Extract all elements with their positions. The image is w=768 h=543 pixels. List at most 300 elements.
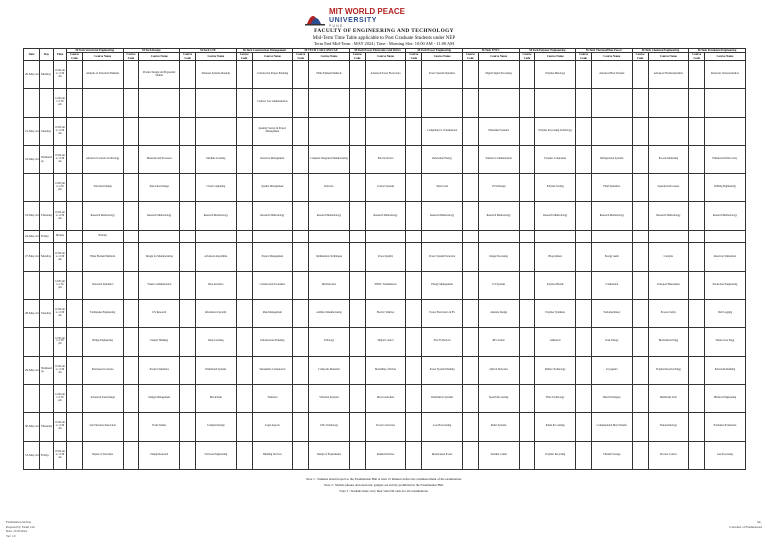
col-course-name: Course Name bbox=[252, 53, 293, 61]
course-code-cell bbox=[462, 300, 478, 328]
col-course-name: Course Name bbox=[195, 53, 236, 61]
course-code-cell bbox=[632, 145, 648, 173]
course-name-cell: Renewable Energy bbox=[422, 145, 463, 173]
course-code-cell bbox=[519, 328, 535, 356]
course-code-cell bbox=[576, 89, 592, 117]
row-date: 27-May-24 bbox=[24, 243, 40, 271]
table-row bbox=[24, 243, 746, 271]
course-code-cell bbox=[519, 356, 535, 384]
course-name-cell: Construction Economics bbox=[252, 271, 293, 299]
col-course-name: Course Name bbox=[365, 53, 406, 61]
row-date bbox=[24, 384, 40, 412]
course-name-cell: Tribology bbox=[309, 328, 350, 356]
course-name-cell: Heat Exchangers bbox=[591, 384, 632, 412]
row-time: 10:00 am to 11:30 am bbox=[54, 356, 67, 384]
course-name-cell: Microcontrollers bbox=[365, 384, 406, 412]
course-code-cell bbox=[462, 230, 478, 243]
course-code-cell bbox=[462, 89, 478, 117]
course-name-cell: Industrial Drives bbox=[365, 441, 406, 469]
course-name-cell: Electric Vehicles bbox=[365, 300, 406, 328]
course-code-cell bbox=[293, 174, 309, 202]
course-name-cell: Robotics bbox=[309, 174, 350, 202]
course-name-cell: Separation Processes bbox=[648, 174, 689, 202]
course-code-cell bbox=[632, 328, 648, 356]
course-name-cell: Database Systems Internals bbox=[195, 60, 236, 88]
course-name-cell bbox=[309, 117, 350, 145]
col-course-code: Course Code bbox=[689, 53, 705, 61]
course-code-cell bbox=[519, 117, 535, 145]
course-code-cell bbox=[406, 117, 422, 145]
course-name-cell bbox=[252, 230, 293, 243]
course-name-cell: Information Security bbox=[195, 300, 236, 328]
table-row bbox=[24, 174, 746, 202]
course-name-cell: Polymer Composites bbox=[535, 145, 576, 173]
course-code-cell bbox=[406, 328, 422, 356]
course-name-cell: Research Methodology bbox=[139, 202, 180, 230]
table-row bbox=[24, 271, 746, 299]
course-name-cell: Materials and Processes bbox=[139, 145, 180, 173]
course-code-cell bbox=[67, 300, 83, 328]
course-code-cell bbox=[123, 271, 139, 299]
course-name-cell: Adhesives bbox=[535, 328, 576, 356]
course-code-cell bbox=[462, 441, 478, 469]
course-code-cell bbox=[632, 271, 648, 299]
course-name-cell: Antenna Design bbox=[478, 300, 519, 328]
course-code-cell bbox=[67, 271, 83, 299]
course-code-cell bbox=[519, 60, 535, 88]
course-name-cell: Fibre Technology bbox=[535, 384, 576, 412]
col-course-code: Course Code bbox=[67, 53, 83, 61]
course-name-cell: Solar Energy bbox=[591, 328, 632, 356]
table-row bbox=[24, 384, 746, 412]
course-name-cell: Process Control bbox=[648, 441, 689, 469]
course-code-cell bbox=[519, 300, 535, 328]
table-row bbox=[24, 230, 746, 243]
course-code-cell bbox=[406, 413, 422, 441]
course-name-cell: Finite Element Methods bbox=[82, 243, 123, 271]
course-code-cell bbox=[180, 174, 196, 202]
course-code-cell bbox=[462, 145, 478, 173]
course-name-cell bbox=[591, 117, 632, 145]
course-code-cell bbox=[67, 60, 83, 88]
course-name-cell: Enhanced Oil Recovery bbox=[705, 145, 746, 173]
course-code-cell bbox=[123, 174, 139, 202]
course-name-cell: Polymer Blends bbox=[535, 271, 576, 299]
course-code-cell bbox=[236, 328, 252, 356]
course-name-cell: Additive Manufacturing bbox=[309, 300, 350, 328]
university-logo bbox=[0, 4, 768, 28]
course-code-cell bbox=[123, 300, 139, 328]
course-code-cell bbox=[236, 174, 252, 202]
course-code-cell bbox=[180, 413, 196, 441]
course-code-cell bbox=[689, 89, 705, 117]
course-code-cell bbox=[519, 174, 535, 202]
col-time: Time bbox=[54, 49, 67, 61]
course-code-cell bbox=[689, 145, 705, 173]
col-course-name: Course Name bbox=[705, 53, 746, 61]
course-code-cell bbox=[689, 384, 705, 412]
course-code-cell bbox=[349, 300, 365, 328]
table-row bbox=[24, 202, 746, 230]
course-code-cell bbox=[349, 174, 365, 202]
course-name-cell: Building Services bbox=[252, 441, 293, 469]
course-name-cell bbox=[309, 230, 350, 243]
course-name-cell: Research Methodology bbox=[705, 202, 746, 230]
course-name-cell: Reservoir Simulation bbox=[705, 243, 746, 271]
course-name-cell bbox=[139, 117, 180, 145]
row-time: 10:00 am to 11:30 am bbox=[54, 300, 67, 328]
course-name-cell: Holiday bbox=[82, 230, 123, 243]
course-name-cell: Polymer Processing Technology bbox=[535, 117, 576, 145]
note-1: Note 1 : Students should report to the Examination Hall at least 15 minutes before the commencement of the examination. bbox=[306, 477, 462, 481]
course-name-cell: Quantity Survey & Project Management bbox=[252, 117, 293, 145]
course-name-cell: Petroleum Refining bbox=[705, 356, 746, 384]
course-code-cell bbox=[576, 230, 592, 243]
row-day: Monday bbox=[40, 243, 54, 271]
course-name-cell: Wireless Communication bbox=[478, 145, 519, 173]
course-name-cell: Computational Heat Transfer bbox=[591, 413, 632, 441]
course-name-cell: Resource Management bbox=[252, 145, 293, 173]
course-name-cell: Thermal Storage bbox=[591, 441, 632, 469]
course-name-cell: Embedded Systems bbox=[478, 117, 519, 145]
course-name-cell bbox=[591, 230, 632, 243]
col-course-name: Course Name bbox=[591, 53, 632, 61]
course-name-cell: Computer Integrated Manufacturing bbox=[309, 145, 350, 173]
dept-header: M.Tech Power Engineering bbox=[406, 49, 463, 53]
col-course-code: Course Code bbox=[576, 53, 592, 61]
row-time: 12:00 pm to 1:30 pm bbox=[54, 328, 67, 356]
course-name-cell: Cloud Computing bbox=[195, 174, 236, 202]
row-date: 24-May-24 bbox=[24, 230, 40, 243]
course-code-cell bbox=[576, 174, 592, 202]
course-name-cell bbox=[195, 89, 236, 117]
course-code-cell bbox=[406, 300, 422, 328]
course-name-cell: Turbomachinery bbox=[591, 300, 632, 328]
course-code-cell bbox=[180, 202, 196, 230]
note-3: Note 3 : Students must carry their valid ID cards for all examinations. bbox=[339, 489, 429, 493]
course-name-cell: Interaction Design bbox=[139, 174, 180, 202]
col-date: Date bbox=[24, 49, 40, 61]
row-date bbox=[24, 271, 40, 299]
table-row bbox=[24, 145, 746, 173]
course-name-cell: Research Methodology bbox=[252, 202, 293, 230]
dept-header: M.Tech Petroleum Engineering bbox=[689, 49, 746, 53]
course-name-cell: Biochemical Engg bbox=[648, 328, 689, 356]
note-2: Note 2 : Mobile phones and electronic gadgets are strictly prohibited in the Examination Hall. bbox=[324, 483, 444, 487]
course-code-cell bbox=[123, 243, 139, 271]
course-name-cell: Restructured Power bbox=[422, 441, 463, 469]
course-name-cell: Polymer Recycling bbox=[535, 441, 576, 469]
course-name-cell: Analysis of Structural Elements bbox=[82, 60, 123, 88]
course-code-cell bbox=[406, 243, 422, 271]
course-name-cell: Polymer Testing bbox=[535, 174, 576, 202]
course-code-cell bbox=[632, 174, 648, 202]
row-date bbox=[24, 89, 40, 117]
course-name-cell bbox=[478, 89, 519, 117]
course-name-cell bbox=[705, 230, 746, 243]
course-name-cell: Polymer Reaction Engg bbox=[648, 356, 689, 384]
course-name-cell: Power System Dynamics bbox=[422, 60, 463, 88]
course-name-cell bbox=[195, 117, 236, 145]
brand-line1: MIT WORLD PEACE bbox=[329, 7, 405, 16]
course-code-cell bbox=[632, 413, 648, 441]
course-name-cell: Software Engineering bbox=[195, 441, 236, 469]
course-name-cell: Speech Processing bbox=[478, 384, 519, 412]
row-time: 10:00 am to 11:30 am bbox=[54, 117, 67, 145]
row-time: 10:00 am to 11:30 am bbox=[54, 243, 67, 271]
course-name-cell bbox=[422, 89, 463, 117]
faculty-title: FACULTY OF ENGINEERING AND TECHNOLOGY bbox=[314, 28, 454, 34]
notes bbox=[0, 476, 768, 494]
course-name-cell: Machine Learning bbox=[195, 145, 236, 173]
row-day: Thursday bbox=[40, 413, 54, 441]
course-code-cell bbox=[236, 117, 252, 145]
dept-header: M.Tech ENTC bbox=[462, 49, 519, 53]
course-code-cell bbox=[180, 300, 196, 328]
course-name-cell: Control Systems bbox=[365, 174, 406, 202]
course-name-cell: Drilling Engineering bbox=[705, 174, 746, 202]
course-code-cell bbox=[632, 60, 648, 88]
course-name-cell bbox=[535, 89, 576, 117]
timetable-subtitle: Term End Mid-Term : MAY 2024 | Time : Morning Slot: 10:00 AM - 11:00 AM bbox=[313, 41, 455, 46]
course-code-cell bbox=[180, 243, 196, 271]
course-name-cell: Research Methodology bbox=[82, 202, 123, 230]
course-code-cell bbox=[519, 145, 535, 173]
course-code-cell bbox=[462, 271, 478, 299]
dept-header: M.TECH CAD/CAM/CAE bbox=[293, 49, 350, 53]
course-name-cell bbox=[309, 89, 350, 117]
course-name-cell: Gas Processing bbox=[705, 441, 746, 469]
course-code-cell bbox=[576, 202, 592, 230]
course-code-cell bbox=[67, 441, 83, 469]
course-code-cell bbox=[632, 243, 648, 271]
row-time: 12:00 pm to 1:30 pm bbox=[54, 174, 67, 202]
logo-emblem-icon bbox=[305, 16, 325, 26]
row-date: 28-May-24 bbox=[24, 300, 40, 328]
course-name-cell: Contract Law Administration bbox=[252, 89, 293, 117]
course-code-cell bbox=[123, 328, 139, 356]
course-code-cell bbox=[406, 89, 422, 117]
row-time: 10:00 am to 11:30 am bbox=[54, 413, 67, 441]
course-name-cell bbox=[139, 230, 180, 243]
course-name-cell: Advanced Steel Design bbox=[82, 384, 123, 412]
course-code-cell bbox=[406, 230, 422, 243]
row-date: 20-May-24 bbox=[24, 60, 40, 88]
course-code-cell bbox=[293, 117, 309, 145]
course-code-cell bbox=[123, 202, 139, 230]
course-code-cell bbox=[349, 328, 365, 356]
row-date: 22-May-24 bbox=[24, 145, 40, 173]
course-name-cell: Bridge Engineering bbox=[82, 328, 123, 356]
course-code-cell bbox=[406, 145, 422, 173]
course-code-cell bbox=[349, 202, 365, 230]
course-name-cell: Satellite Comm bbox=[478, 441, 519, 469]
course-name-cell bbox=[82, 89, 123, 117]
course-name-cell: Polymer Rheology bbox=[535, 60, 576, 88]
course-name-cell bbox=[195, 230, 236, 243]
course-code-cell bbox=[180, 356, 196, 384]
course-code-cell bbox=[519, 89, 535, 117]
col-course-code: Course Code bbox=[462, 53, 478, 61]
course-name-cell: Infrastructure Planning bbox=[252, 328, 293, 356]
exam-timetable bbox=[23, 48, 746, 470]
course-name-cell: Refrigeration Systems bbox=[591, 145, 632, 173]
course-code-cell bbox=[180, 230, 196, 243]
course-name-cell: Power System Planning bbox=[422, 356, 463, 384]
course-name-cell: Formation Evaluation bbox=[705, 413, 746, 441]
course-code-cell bbox=[632, 202, 648, 230]
course-name-cell: Research Methodology bbox=[422, 202, 463, 230]
course-name-cell: Energy Audit bbox=[591, 243, 632, 271]
course-code-cell bbox=[406, 384, 422, 412]
course-code-cell bbox=[519, 202, 535, 230]
course-name-cell: Polymer Synthesis bbox=[535, 300, 576, 328]
course-name-cell bbox=[648, 89, 689, 117]
course-code-cell bbox=[349, 243, 365, 271]
table-row bbox=[24, 441, 746, 469]
course-code-cell bbox=[689, 441, 705, 469]
course-code-cell bbox=[689, 356, 705, 384]
course-code-cell bbox=[576, 60, 592, 88]
course-code-cell bbox=[236, 413, 252, 441]
course-name-cell: HVDC Transmission bbox=[365, 271, 406, 299]
course-code-cell bbox=[406, 174, 422, 202]
course-name-cell: Data Analytics bbox=[195, 271, 236, 299]
course-code-cell bbox=[293, 384, 309, 412]
course-code-cell bbox=[67, 174, 83, 202]
course-code-cell bbox=[632, 384, 648, 412]
course-code-cell bbox=[349, 230, 365, 243]
col-course-code: Course Code bbox=[180, 53, 196, 61]
course-code-cell bbox=[180, 271, 196, 299]
course-code-cell bbox=[236, 356, 252, 384]
col-course-code: Course Code bbox=[519, 53, 535, 61]
course-code-cell bbox=[576, 243, 592, 271]
course-code-cell bbox=[123, 230, 139, 243]
course-code-cell bbox=[349, 89, 365, 117]
course-name-cell: Rubber Technology bbox=[535, 356, 576, 384]
course-name-cell: Structural Design bbox=[82, 174, 123, 202]
course-name-cell: Design Thinking bbox=[139, 328, 180, 356]
course-code-cell bbox=[293, 328, 309, 356]
course-code-cell bbox=[349, 356, 365, 384]
course-name-cell: Digital Control bbox=[365, 328, 406, 356]
footer-left: Examination Section Prepared by: Exam Cell Date: 15/05/2024 Ver: 1.0 bbox=[6, 520, 35, 538]
course-code-cell bbox=[632, 89, 648, 117]
row-day: Wednesday bbox=[40, 145, 54, 173]
course-code-cell bbox=[689, 60, 705, 88]
col-course-name: Course Name bbox=[139, 53, 180, 61]
course-name-cell: Well Logging bbox=[705, 300, 746, 328]
row-day bbox=[40, 384, 54, 412]
course-code-cell bbox=[67, 384, 83, 412]
course-code-cell bbox=[349, 441, 365, 469]
course-name-cell: Radar Systems bbox=[478, 413, 519, 441]
course-code-cell bbox=[689, 117, 705, 145]
course-name-cell: Product Semantics bbox=[139, 356, 180, 384]
row-time: 10:00 am to 11:30 am bbox=[54, 441, 67, 469]
course-name-cell: Biopolymers bbox=[535, 243, 576, 271]
course-code-cell bbox=[67, 202, 83, 230]
course-code-cell bbox=[123, 384, 139, 412]
row-time: 12:00 pm to 1:30 pm bbox=[54, 89, 67, 117]
row-day: Thursday bbox=[40, 202, 54, 230]
table-row bbox=[24, 89, 746, 117]
course-code-cell bbox=[462, 328, 478, 356]
col-course-code: Course Code bbox=[632, 53, 648, 61]
course-code-cell bbox=[576, 300, 592, 328]
course-code-cell bbox=[462, 202, 478, 230]
course-name-cell: Optimization Techniques bbox=[309, 243, 350, 271]
course-code-cell bbox=[576, 145, 592, 173]
course-code-cell bbox=[123, 441, 139, 469]
table-row bbox=[24, 60, 746, 88]
course-code-cell bbox=[689, 174, 705, 202]
course-name-cell: Electric Drives bbox=[365, 145, 406, 173]
col-course-code: Course Code bbox=[406, 53, 422, 61]
course-code-cell bbox=[236, 230, 252, 243]
row-date: 21-May-24 bbox=[24, 117, 40, 145]
col-course-name: Course Name bbox=[648, 53, 689, 61]
course-code-cell bbox=[67, 230, 83, 243]
course-name-cell: Visual Communication bbox=[139, 271, 180, 299]
course-name-cell: Smart Grid bbox=[422, 174, 463, 202]
course-name-cell: Advanced Concrete Technology bbox=[82, 145, 123, 173]
course-name-cell: Power System Protection bbox=[422, 243, 463, 271]
course-code-cell bbox=[632, 300, 648, 328]
course-code-cell bbox=[689, 300, 705, 328]
course-name-cell: IoT Systems bbox=[478, 271, 519, 299]
course-code-cell bbox=[462, 413, 478, 441]
course-name-cell: Repair of Structures bbox=[82, 441, 123, 469]
course-name-cell: FACTS Devices bbox=[422, 328, 463, 356]
course-name-cell: Advanced Algorithms bbox=[195, 243, 236, 271]
course-name-cell: Computing for Transmission bbox=[422, 117, 463, 145]
row-day: Monday bbox=[40, 60, 54, 88]
course-code-cell bbox=[180, 145, 196, 173]
table-row bbox=[24, 328, 746, 356]
course-name-cell bbox=[535, 230, 576, 243]
course-name-cell: Optical Networks bbox=[478, 356, 519, 384]
course-name-cell bbox=[365, 117, 406, 145]
course-code-cell bbox=[293, 413, 309, 441]
course-name-cell: Form Studies bbox=[139, 413, 180, 441]
course-code-cell bbox=[462, 174, 478, 202]
course-name-cell: Power Electronics in PS bbox=[422, 300, 463, 328]
course-name-cell bbox=[648, 117, 689, 145]
course-name-cell: Production Engineering bbox=[705, 271, 746, 299]
course-name-cell: Design for Manufacturing bbox=[139, 243, 180, 271]
row-day: Tuesday bbox=[40, 300, 54, 328]
course-code-cell bbox=[236, 243, 252, 271]
course-name-cell: Power Converters bbox=[365, 413, 406, 441]
course-name-cell: Cryogenics bbox=[591, 356, 632, 384]
course-code-cell bbox=[349, 271, 365, 299]
course-code-cell bbox=[689, 413, 705, 441]
course-name-cell bbox=[648, 230, 689, 243]
col-course-code: Course Code bbox=[123, 53, 139, 61]
course-name-cell: Catalysis bbox=[648, 243, 689, 271]
col-course-name: Course Name bbox=[309, 53, 350, 61]
course-name-cell: Construction Project Planning bbox=[252, 60, 293, 88]
course-code-cell bbox=[519, 413, 535, 441]
course-code-cell bbox=[462, 384, 478, 412]
course-code-cell bbox=[576, 441, 592, 469]
course-name-cell: Advanced Power Electronics bbox=[365, 60, 406, 88]
row-day: Friday bbox=[40, 230, 54, 243]
course-code-cell bbox=[519, 230, 535, 243]
course-name-cell: Offshore Engineering bbox=[705, 384, 746, 412]
